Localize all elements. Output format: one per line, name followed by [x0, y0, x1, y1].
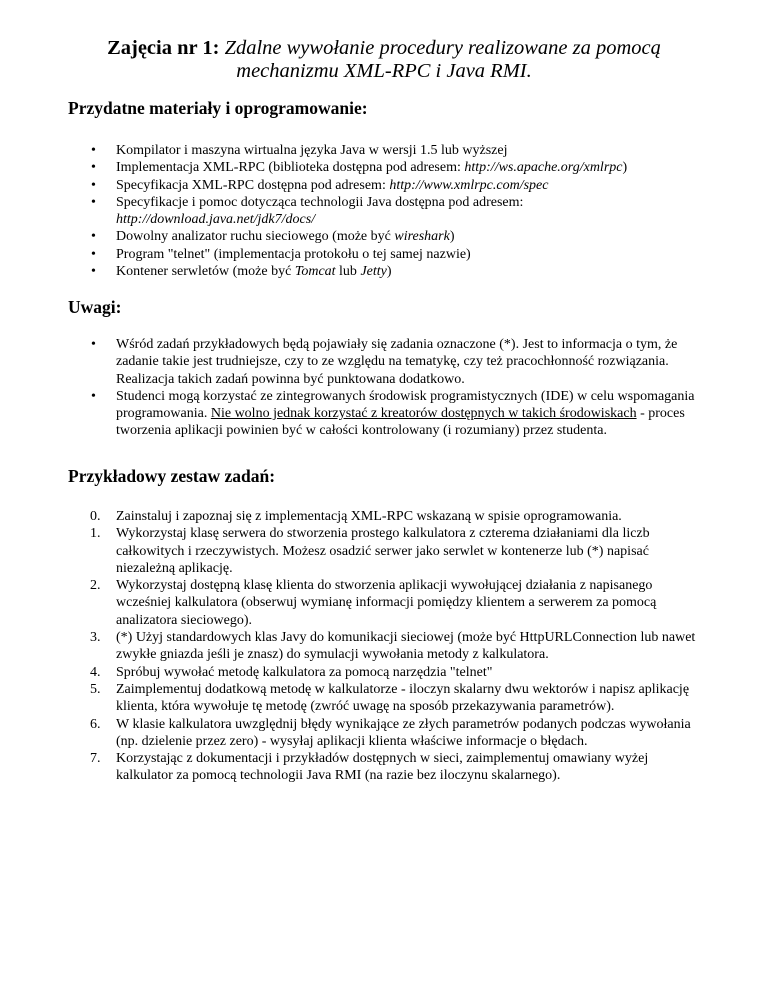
task-number: 6.	[90, 716, 101, 732]
task-number: 7.	[90, 751, 101, 767]
section-heading-tasks: Przykładowy zestaw zadań:	[68, 466, 276, 486]
list-item: • Kontener serwletów (może być Tomcat lub Jetty)	[91, 264, 392, 280]
bullet-icon: •	[91, 194, 96, 210]
bullet-icon: •	[91, 388, 96, 404]
task-number: 2.	[90, 578, 101, 594]
bullet-icon: •	[91, 337, 96, 352]
list-item: • Implementacja XML-RPC (biblioteka dostępna pod adresem: http://ws.apache.org/xmlrpc)	[91, 160, 628, 176]
list-item: • Specyfikacje i pomoc dotycząca technologii Java dostępna pod adresem: http://download.java.net/jdk7/docs/	[91, 194, 524, 228]
task-item: 7. Korzystając z dokumentacji i przykładów dostępnych w sieci, zaimplementuj omawiany wyżej kalkulator za pomocą technologii Java RMI (na razie bez iloczynu skalarnego).	[90, 751, 649, 784]
title-label: Zajęcia nr 1:	[107, 37, 220, 59]
link-text: http://ws.apache.org/xmlrpc	[464, 160, 623, 176]
list-item: • Kompilator i maszyna wirtualna języka Java w wersji 1.5 lub wyższej	[91, 143, 508, 158]
task-item: 6. W klasie kalkulatora uwzględnij błędy wynikające ze złych parametrów podanych podczas wywołania (np. dzielenie przez zero) - wysyłaj aplikacji klienta właściwe informacje o błędach.	[90, 716, 691, 749]
link-text: http://download.java.net/jdk7/docs/	[116, 212, 316, 228]
section-heading-notes: Uwagi:	[68, 297, 122, 317]
emphasis-text: Tomcat	[294, 264, 336, 280]
bullet-icon: •	[91, 264, 96, 280]
notes-list	[0, 336, 696, 440]
task-number: 4.	[90, 664, 101, 680]
bullet-icon: •	[91, 143, 96, 158]
task-number: 1.	[90, 526, 101, 542]
task-item: 1. Wykorzystaj klasę serwera do stworzenia prostego kalkulatora z czterema działaniami dla liczb całkowitych i rzeczywistych. Możesz osadzić serwer jako serwlet w kontenerze lub (*) napisać niezależną aplikację.	[90, 526, 650, 576]
section-heading-materials: Przydatne materiały i oprogramowanie:	[68, 98, 368, 118]
task-number: 0.	[90, 509, 101, 524]
bullet-icon: •	[91, 177, 96, 193]
list-item: • Wśród zadań przykładowych będą pojawiały się zadania oznaczone (*). Jest to informacja o tym, że zadanie takie jest trudniejsze, czy to ze względu na tematykę, czy też pracochłonność rozwiązania. Realizacja takich zadań powinna być punktowana dodatkowo.	[91, 337, 678, 387]
task-number: 3.	[90, 630, 101, 646]
bullet-icon: •	[91, 229, 96, 245]
task-item: 5. Zaimplementuj dodatkową metodę w kalkulatorze - iloczyn skalarny dwu wektorów i napisz aplikację klienta, która wywołuje tę metodę (zwróć uwagę na sposób przekazywania parametrów).	[90, 681, 690, 715]
list-item: • Program "telnet" (implementacja protokołu o tej samej nazwie)	[91, 246, 471, 262]
tasks-list	[0, 508, 696, 785]
link-text: http://www.xmlrpc.com/spec	[389, 177, 549, 193]
title-text: Zdalne wywołanie procedury realizowane za pomocą mechanizmu XML-RPC i Java RMI.	[224, 37, 661, 82]
page-title	[60, 37, 708, 83]
task-number: 5.	[90, 681, 101, 697]
list-item: • Dowolny analizator ruchu sieciowego (może być wireshark)	[91, 229, 455, 245]
list-item: • Studenci mogą korzystać ze zintegrowanych środowisk programistycznych (IDE) w celu wspomagania programowania. Nie wolno jednak korzystać z kreatorów dostępnych w takich środowiskach - proces tworzenia aplikacji powinien być w całości kontrolowany (i rozumiany) przez studenta.	[91, 388, 695, 439]
task-item: 2. Wykorzystaj dostępną klasę klienta do stworzenia aplikacji wywołującej działania z napisanego wcześniej kalkulatora (obserwuj wymianę informacji pomiędzy klientem a serwerem za pomocą analizatora sieciowego).	[90, 578, 657, 628]
list-item: • Specyfikacja XML-RPC dostępna pod adresem: http://www.xmlrpc.com/spec	[91, 177, 549, 193]
bullet-icon: •	[91, 160, 96, 176]
bullet-icon: •	[91, 246, 96, 262]
emphasis-text: wireshark	[394, 229, 450, 245]
underlined-warning: Nie wolno jednak korzystać z kreatorów dostępnych w takich środowiskach	[210, 406, 637, 422]
task-item: 0. Zainstaluj i zapoznaj się z implementacją XML-RPC wskazaną w spisie oprogramowania.	[90, 509, 622, 524]
materials-list	[0, 142, 696, 280]
task-item: 3. (*) Użyj standardowych klas Javy do komunikacji sieciowej (może być HttpURLConnection lub nawet zwykłe gniazda jeśli je znasz) do symulacji wywołania metody z kalkulatora.	[90, 630, 696, 663]
task-item: 4. Spróbuj wywołać metodę kalkulatora za pomocą narzędzia "telnet"	[90, 664, 493, 680]
emphasis-text: Jetty	[360, 264, 387, 280]
